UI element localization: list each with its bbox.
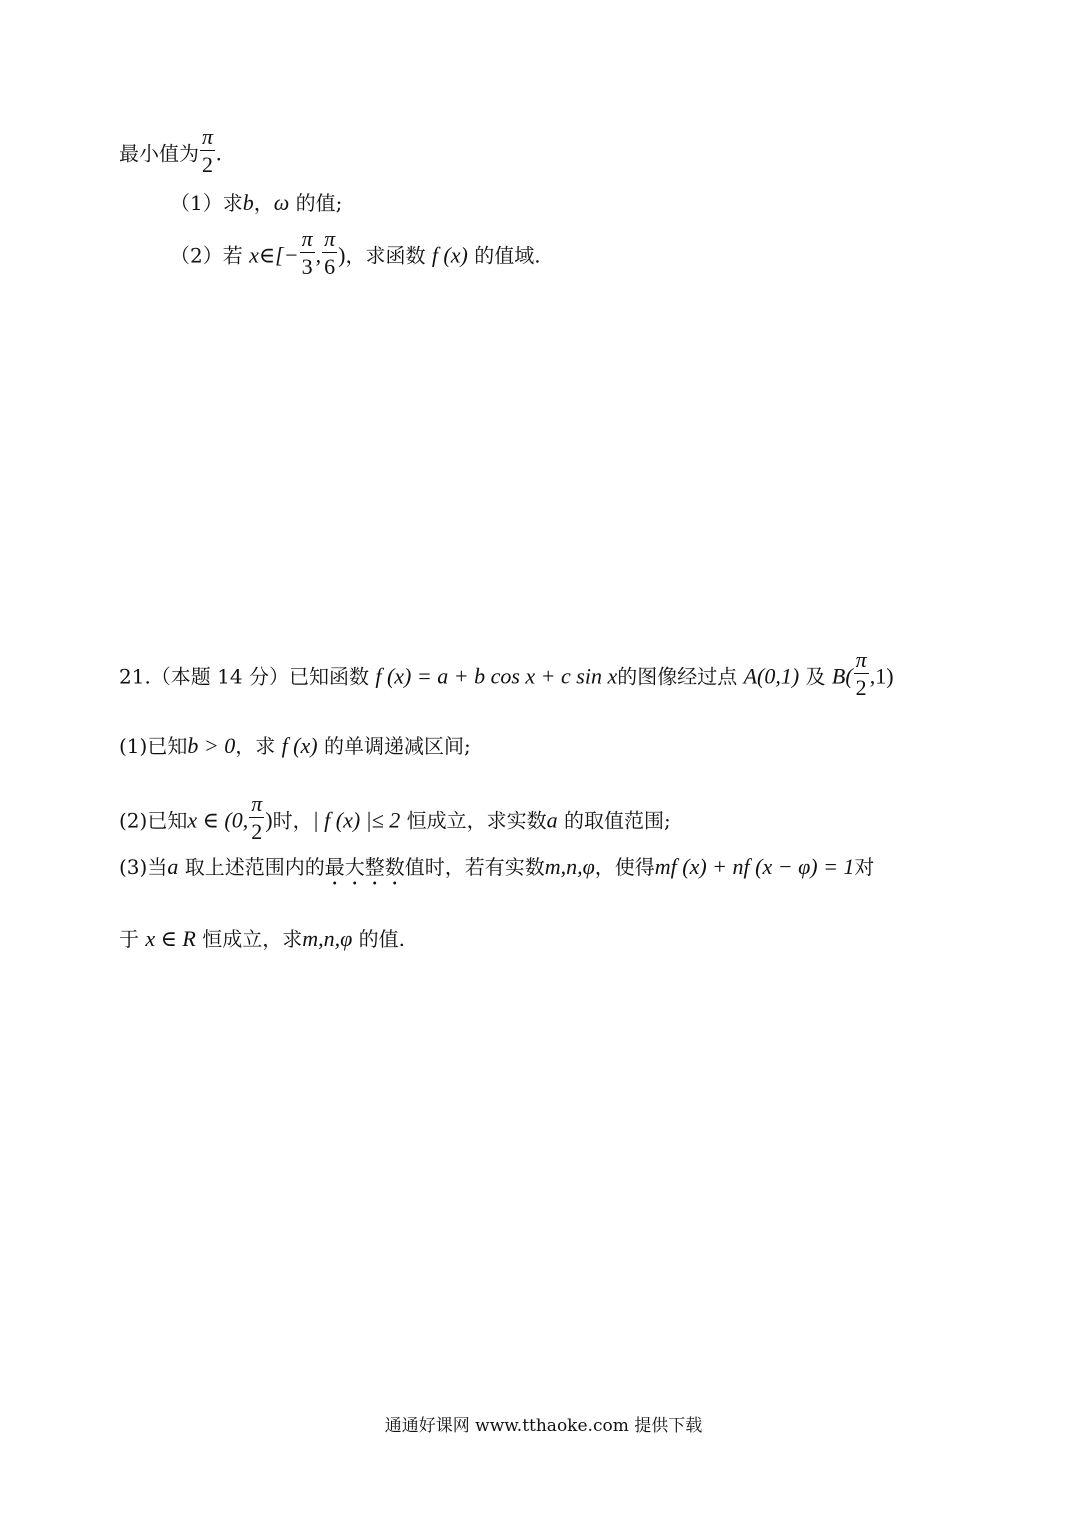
p21-sub3 bbox=[119, 855, 874, 890]
p21-sub3-variables: m,n,φ bbox=[544, 854, 595, 879]
p21-sub3-emphasized-text: 最大整数 bbox=[324, 855, 405, 879]
p21-sub3-text3: ，使得 bbox=[594, 855, 655, 879]
p21-sub2-label: (2)已知 bbox=[119, 808, 188, 833]
p21-sub3-text4: 对 bbox=[854, 855, 875, 879]
p21-sub2-interval-start: x ∈ (0, bbox=[187, 807, 249, 833]
p21-number-label: 21.（本题 14 分）已知函数 bbox=[119, 664, 369, 689]
p20-var-b: b bbox=[242, 190, 254, 215]
p21-sub3-equation: mf (x) + nf (x − φ) = 1 bbox=[654, 854, 855, 879]
p20-var-omega: ω bbox=[273, 190, 290, 215]
p20-part2-label: （2）若 bbox=[170, 243, 243, 268]
fraction-denominator: 6 bbox=[324, 254, 336, 279]
fraction-denominator: 3 bbox=[301, 254, 313, 279]
p21-sub3-text2: 值时，若有实数 bbox=[404, 855, 545, 879]
p20-part1-end: 的值; bbox=[295, 191, 343, 215]
fraction-denominator: 2 bbox=[251, 819, 263, 844]
p21-sub1-label: (1)已知 bbox=[119, 734, 188, 758]
p21-and-text: 及 bbox=[805, 664, 826, 689]
p20-part2-end: 的值域. bbox=[474, 243, 541, 268]
p21-statement bbox=[119, 647, 894, 703]
p21-sub3-line2-variables: m,n,φ bbox=[302, 926, 353, 951]
p21-sub2-pi-over-2-fraction bbox=[249, 793, 264, 843]
p21-sub2-end: 的取值范围; bbox=[564, 808, 671, 833]
page-footer: 通通好课网 www.tthaoke.com 提供下载 bbox=[384, 1416, 703, 1436]
p21-sub3-line2-text: 恒成立，求 bbox=[202, 927, 303, 951]
p20-part2-text: ，求函数 bbox=[345, 243, 426, 268]
p21-sub1 bbox=[119, 735, 471, 757]
p20-part2-close: ) bbox=[338, 242, 346, 268]
p20-pi-over-2-fraction bbox=[200, 126, 215, 176]
p21-sub2-var-a: a bbox=[546, 807, 558, 833]
fraction-denominator: 2 bbox=[855, 675, 867, 700]
p21-sub1-text: ，求 bbox=[235, 734, 276, 758]
p20-part2 bbox=[170, 226, 541, 282]
p21-sub2-abs-inequality: | f (x) |≤ 2 bbox=[312, 807, 401, 833]
fraction-numerator: π bbox=[251, 791, 263, 816]
p21-sub3-line2-start: 于 bbox=[119, 927, 139, 951]
p21-sub1-fx: f (x) bbox=[281, 733, 318, 758]
p21-sub1-condition: b > 0 bbox=[187, 733, 236, 758]
p21-sub3-var-a: a bbox=[167, 854, 179, 879]
p21-point-a: A(0,1) bbox=[743, 663, 800, 689]
fraction-numerator: π bbox=[202, 124, 214, 149]
fraction-numerator: π bbox=[855, 647, 867, 672]
fraction-denominator: 2 bbox=[202, 152, 214, 177]
p21-sub2-interval-end: ) bbox=[265, 807, 273, 833]
p20-line1-end: . bbox=[216, 140, 222, 166]
p21-sub3-line2-end: 的值. bbox=[358, 927, 405, 951]
p21-sub2 bbox=[119, 791, 671, 847]
p20-pi-over-3-fraction bbox=[300, 228, 315, 278]
p21-sub2-text2: 恒成立，求实数 bbox=[406, 808, 547, 833]
p20-part2-fx: f (x) bbox=[431, 242, 468, 268]
p21-point-b-end: ,1) bbox=[869, 663, 894, 689]
p20-line-min-value bbox=[119, 124, 222, 180]
fraction-numerator: π bbox=[324, 226, 336, 251]
p20-min-value-text: 最小值为 bbox=[119, 141, 199, 166]
p21-sub3-label: (3)当 bbox=[119, 855, 168, 879]
p20-part1 bbox=[170, 192, 342, 214]
fraction-numerator: π bbox=[301, 226, 313, 251]
p21-sub3-line2-expr: x ∈ R bbox=[145, 926, 196, 951]
p21-sub3-line2 bbox=[119, 928, 405, 950]
p21-sub2-text1: 时， bbox=[272, 808, 313, 833]
p21-mid-text: 的图像经过点 bbox=[617, 664, 738, 689]
p21-sub1-end: 的单调递减区间; bbox=[323, 734, 471, 758]
p20-part1-label: （1）求 bbox=[170, 191, 243, 215]
p21-function-definition: f (x) = a + b cos x + c sin x bbox=[375, 663, 618, 689]
p21-pi-over-2-fraction bbox=[854, 649, 869, 699]
p20-part2-comma: , bbox=[315, 242, 322, 268]
p20-part2-interval-start: x∈[− bbox=[249, 242, 299, 268]
p21-point-b-start: B( bbox=[831, 663, 853, 689]
p21-sub3-text1: 取上述范围内的 bbox=[184, 855, 325, 879]
p20-pi-over-6-fraction bbox=[322, 228, 337, 278]
p20-part1-sep: ， bbox=[253, 191, 274, 215]
